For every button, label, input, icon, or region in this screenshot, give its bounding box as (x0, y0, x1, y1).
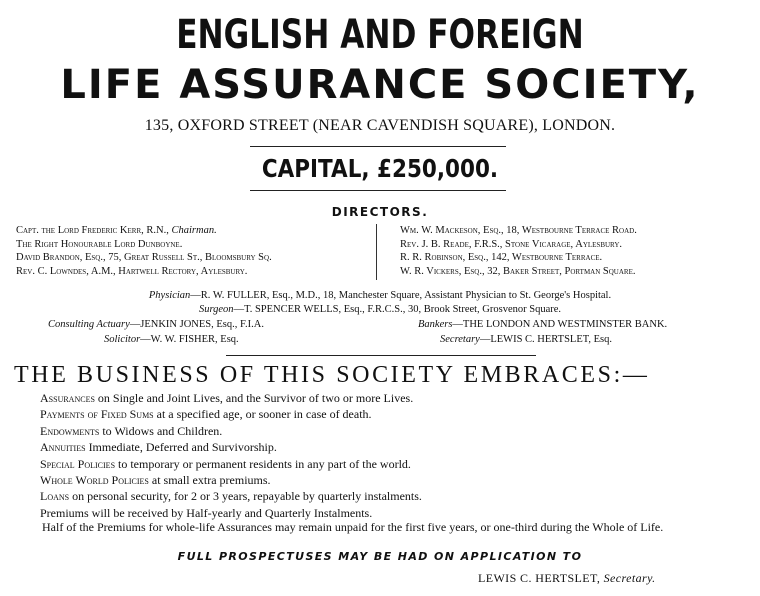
surgeon-line: Surgeon—T. SPENCER WELLS, Esq., F.R.C.S., 30, Brook Street, Grosvenor Square. (198, 304, 562, 315)
list-item: Payments of Fixed Sums at a specified age, or sooner in case of death. (40, 407, 372, 422)
list-item: Annuities Immediate, Deferred and Survivorship. (40, 440, 277, 455)
physician-line: Physician—R. W. FULLER, Esq., M.D., 18, Manchester Square, Assistant Physician to St. George's Hospital. (148, 290, 612, 301)
half-premium-note: Half of the Premiums for whole-life Assurances may remain unpaid for the first five years, or one-third during the Whole of Life. (42, 520, 664, 534)
director-entry: W. R. Vickers, Esq., 32, Baker Street, Portman Square. (400, 265, 636, 277)
directors-column-divider (376, 224, 377, 280)
director-entry: Rev. C. Lowndes, A.M., Hartwell Rectory, Aylesbury. (16, 265, 248, 277)
business-heading: THE BUSINESS OF THIS SOCIETY EMBRACES:— (14, 362, 650, 388)
directors-left-column (16, 224, 272, 278)
prospectus-line: FULL PROSPECTUSES MAY BE HAD ON APPLICATION TO (177, 550, 583, 563)
capital: CAPITAL, £250,000. (261, 154, 499, 183)
list-item: Premiums will be received by Half-yearly and Quarterly Instalments. (40, 505, 373, 520)
list-item: Loans on personal security, for 2 or 3 years, repayable by quarterly instalments. (40, 489, 422, 504)
directors-heading: DIRECTORS. (331, 205, 429, 219)
title-line-1: ENGLISH AND FOREIGN (176, 12, 584, 58)
business-list (40, 390, 422, 521)
director-entry: R. R. Robinson, Esq., 142, Westbourne Terrace. (400, 252, 603, 264)
director-entry: Wm. W. Mackeson, Esq., 18, Westbourne Terrace Road. (400, 225, 637, 236)
director-entry: David Brandon, Esq., 75, Great Russell St., Bloomsbury Sq. (16, 252, 272, 264)
rule-below-capital (250, 190, 506, 191)
director-entry: Rev. J. B. Reade, F.R.S., Stone Vicarage, Aylesbury. (400, 238, 623, 250)
address: 135, OXFORD STREET (NEAR CAVENDISH SQUARE), LONDON. (144, 117, 616, 134)
solicitor-line: Solicitor—W. W. FISHER, Esq. (104, 334, 239, 345)
list-item: Whole World Policies at small extra premiums. (40, 473, 271, 488)
actuary-line: Consulting Actuary—JENKIN JONES, Esq., F.I.A. (48, 319, 264, 330)
directors-right-column (400, 224, 637, 278)
list-item: Endowments to Widows and Children. (40, 423, 223, 438)
signature-line: LEWIS C. HERTSLET, Secretary. (478, 571, 656, 585)
bankers-line: Bankers—THE LONDON AND WESTMINSTER BANK. (418, 319, 668, 330)
rule-above-capital (250, 146, 506, 147)
rule-below-officers (226, 355, 536, 356)
director-entry: Capt. the Lord Frederic Kerr, R.N., Chairman. (16, 225, 217, 236)
list-item: Special Policies to temporary or permanent residents in any part of the world. (40, 456, 411, 471)
secretary-line: Secretary—LEWIS C. HERTSLET, Esq. (440, 334, 613, 345)
title-line-2: LIFE ASSURANCE SOCIETY, (60, 62, 700, 108)
list-item: Assurances on Single and Joint Lives, and the Survivor of two or more Lives. (40, 391, 414, 405)
director-entry: The Right Honourable Lord Dunboyne. (16, 238, 183, 250)
